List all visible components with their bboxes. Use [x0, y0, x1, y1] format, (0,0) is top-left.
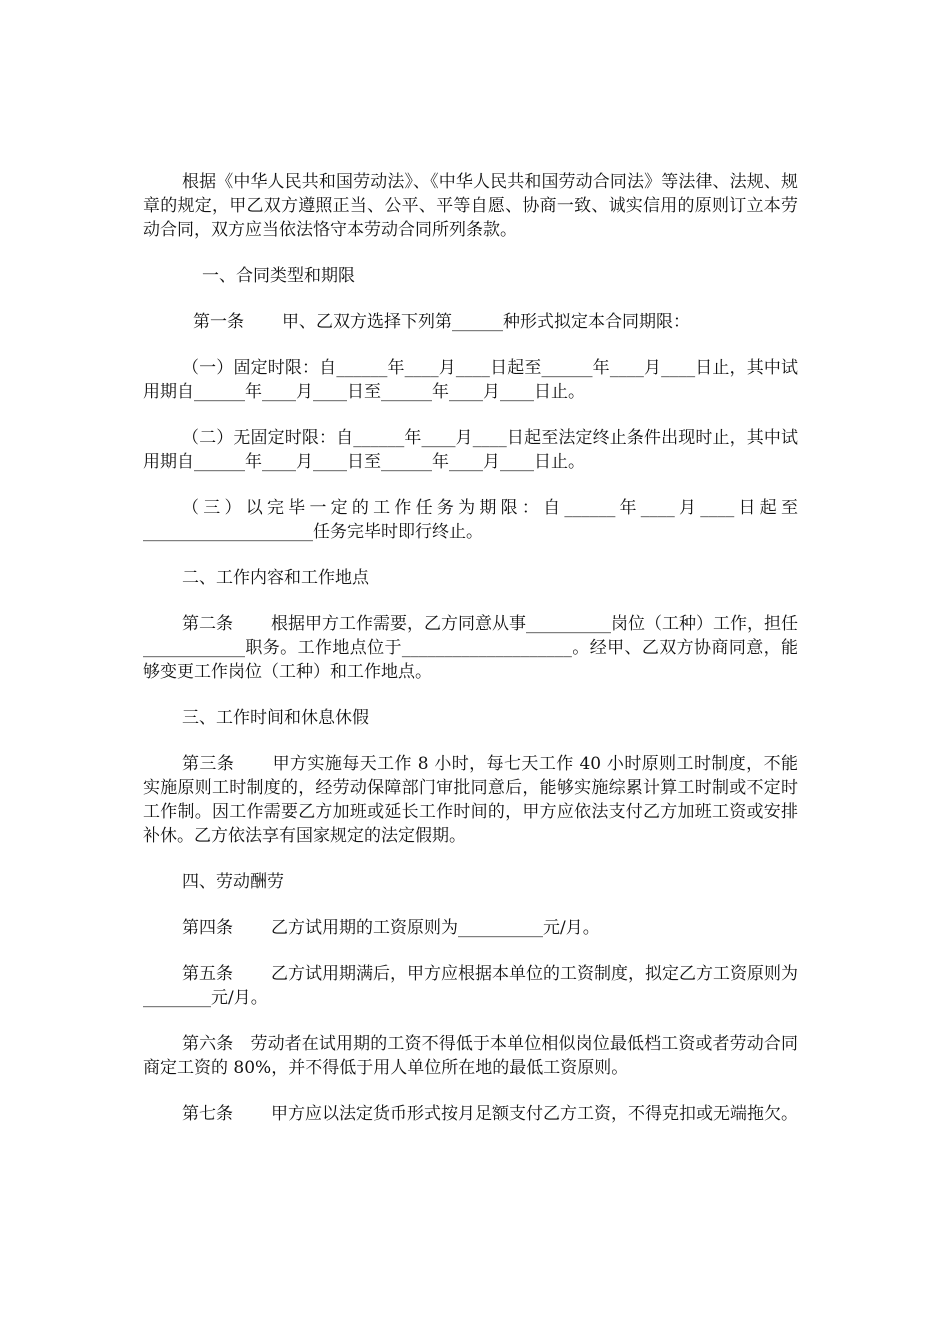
- article-1-text: 甲、乙双方选择下列第______种形式拟定本合同期限：: [282, 312, 690, 332]
- article-6-text: 劳动者在试用期的工资不得低于本单位相似岗位最低档工资或者劳动合同商定工资的 80%，并不得低于用人单位所在地的最低工资原则。: [143, 1034, 798, 1078]
- option-2-open-term: （二）无固定时限：自______年____月____日起至法定终止条件出现时止，其中试用期自______年____月____日至______年____月____日止。: [143, 428, 798, 472]
- article-5-text: 乙方试用期满后，甲方应根据本单位的工资制度，拟定乙方工资原则为________元/月。: [143, 964, 798, 1008]
- article-4: [143, 916, 798, 940]
- article-3: [143, 752, 798, 848]
- article-6: [143, 1032, 798, 1080]
- article-2-label: 第二条: [182, 614, 233, 634]
- option-3-task-term: （三）以完毕一定的工作任务为期限：自______年____月____日起至____________________任务完毕时即行终止。: [143, 498, 798, 542]
- article-4-label: 第四条: [182, 918, 233, 938]
- section-heading-2: 二、工作内容和工作地点: [182, 568, 369, 588]
- article-7-label: 第七条: [182, 1104, 233, 1124]
- article-1: [143, 310, 798, 334]
- option-1-fixed-term: （一）固定时限：自______年____月____日起至______年____月____日止，其中试用期自______年____月____日至______年____月____日止。: [143, 358, 798, 402]
- section-heading-4: 四、劳动酬劳: [182, 872, 284, 892]
- article-7-text: 甲方应以法定货币形式按月足额支付乙方工资，不得克扣或无端拖欠。: [271, 1104, 798, 1124]
- intro-paragraph: 根据《中华人民共和国劳动法》、《中华人民共和国劳动合同法》等法律、法规、规章的规定，甲乙双方遵照正当、公平、平等自愿、协商一致、诚实信用的原则订立本劳动合同，双方应当依法恪守本劳动合同所列条款。: [143, 172, 798, 240]
- article-7: [143, 1102, 798, 1126]
- article-3-text: 甲方实施每天工作 8 小时，每七天工作 40 小时原则工时制度，不能实施原则工时制度的，经劳动保障部门审批同意后，能够实施综累计算工时制或不定时工作制。因工作需要乙方加班或延长工作时间的，甲方应依法支付乙方加班工资或安排补休。乙方依法享有国家规定的法定假期。: [143, 754, 799, 846]
- article-5-label: 第五条: [182, 964, 233, 984]
- article-2: [143, 612, 798, 684]
- article-3-label: 第三条: [182, 754, 235, 774]
- article-6-label: 第六条: [182, 1034, 234, 1054]
- section-heading-1: 一、合同类型和期限: [202, 266, 355, 286]
- section-heading-3: 三、工作时间和休息休假: [182, 708, 369, 728]
- article-5: [143, 962, 798, 1010]
- article-2-text: 根据甲方工作需要，乙方同意从事__________岗位（工种）工作，担任____________职务。工作地点位于____________________。经甲、乙双方协商同意，能够变更工作岗位（工种）和工作地点。: [143, 614, 798, 682]
- contract-page: [143, 170, 798, 1148]
- article-4-text: 乙方试用期的工资原则为__________元/月。: [271, 918, 600, 938]
- article-1-label: 第一条: [193, 312, 244, 332]
